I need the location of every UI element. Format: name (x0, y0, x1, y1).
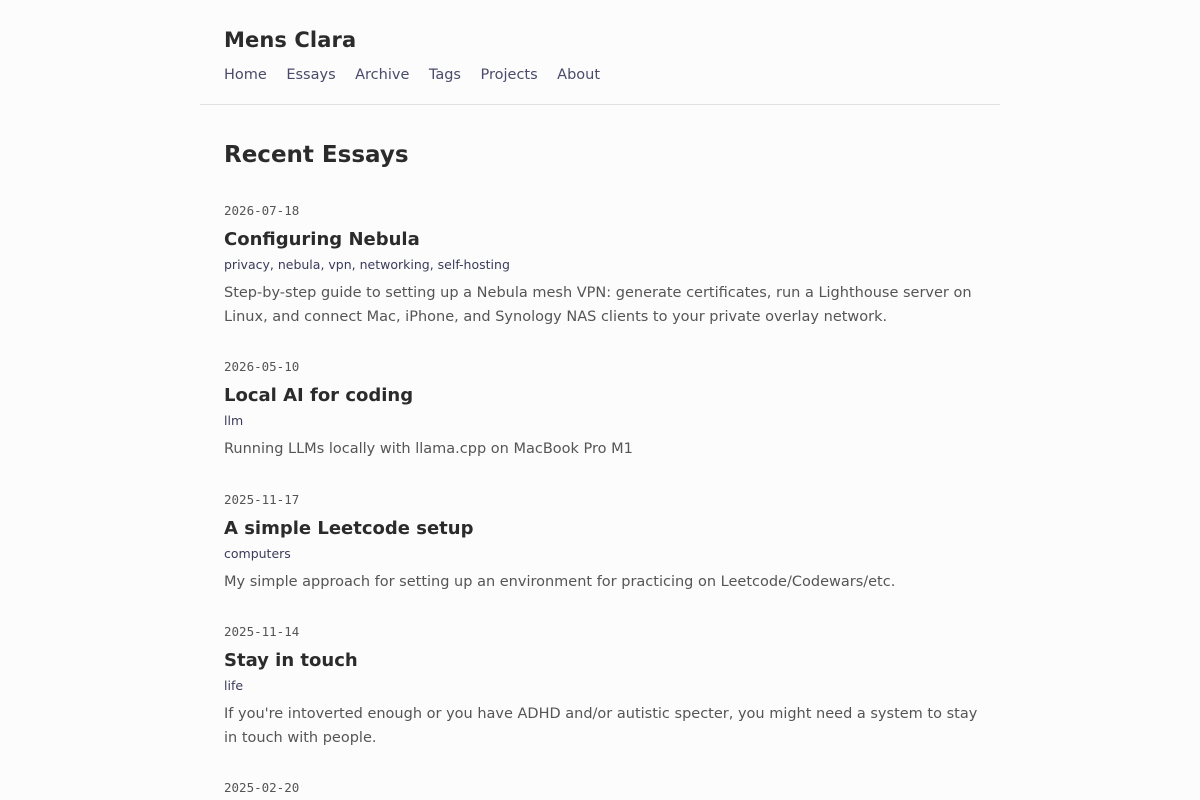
tag-link[interactable]: vpn (328, 257, 352, 272)
nav-link-projects[interactable]: Projects (480, 67, 538, 83)
essay-item (224, 202, 984, 329)
tag-link[interactable]: life (224, 678, 244, 693)
essay-date: 2025-11-17 (224, 492, 300, 507)
essay-summary: Step-by-step guide to setting up a Nebula mesh VPN: generate certificates, run a Lighthouse server on Linux, and connect Mac, iPhone, and Synology NAS clients to your private overlay network. (224, 285, 972, 325)
essay-item (224, 491, 984, 594)
nav-link-essays[interactable]: Essays (286, 67, 336, 83)
essay-date: 2025-02-20 (224, 780, 300, 795)
essay-date: 2026-05-10 (224, 359, 300, 374)
site-header (200, 0, 1000, 105)
nav-link-about[interactable]: About (557, 67, 601, 83)
tag-link[interactable]: self-hosting (437, 257, 510, 272)
essay-title-link[interactable]: A simple Leetcode setup (224, 518, 474, 539)
essay-title-link[interactable]: Stay in touch (224, 650, 358, 671)
nav-link-home[interactable]: Home (224, 67, 267, 83)
essay-tags (224, 677, 984, 695)
essay-item (224, 623, 984, 750)
nav-link-archive[interactable]: Archive (355, 67, 410, 83)
tag-link[interactable]: privacy (224, 257, 270, 272)
nav-link-tags[interactable]: Tags (428, 67, 461, 83)
essay-date: 2025-11-14 (224, 624, 300, 639)
page-title: Recent Essays (224, 142, 409, 168)
essay-summary: If you're intoverted enough or you have ADHD and/or autistic specter, you might need a system to stay in touch with people. (224, 706, 978, 746)
essay-date: 2026-07-18 (224, 203, 300, 218)
tag-link[interactable]: networking (359, 257, 430, 272)
essay-item (224, 358, 984, 461)
essay-title-link[interactable]: Configuring Nebula (224, 229, 420, 250)
essay-item (224, 779, 984, 797)
tag-link[interactable]: llm (224, 413, 244, 428)
essay-tags (224, 545, 984, 563)
tag-link[interactable]: computers (224, 546, 291, 561)
essay-summary: Running LLMs locally with llama.cpp on MacBook Pro M1 (224, 441, 633, 457)
main-nav (224, 67, 620, 83)
page-wrapper (200, 0, 1000, 795)
tag-link[interactable]: nebula (277, 257, 321, 272)
essay-tags: privacy, nebula, vpn, networking, self-hosting (224, 257, 510, 272)
essay-tags (224, 412, 984, 430)
essay-summary: My simple approach for setting up an environment for practicing on Leetcode/Codewars/etc. (224, 574, 896, 590)
site-title-link[interactable]: Mens Clara (224, 28, 357, 52)
essay-title-link[interactable]: Local AI for coding (224, 385, 414, 406)
